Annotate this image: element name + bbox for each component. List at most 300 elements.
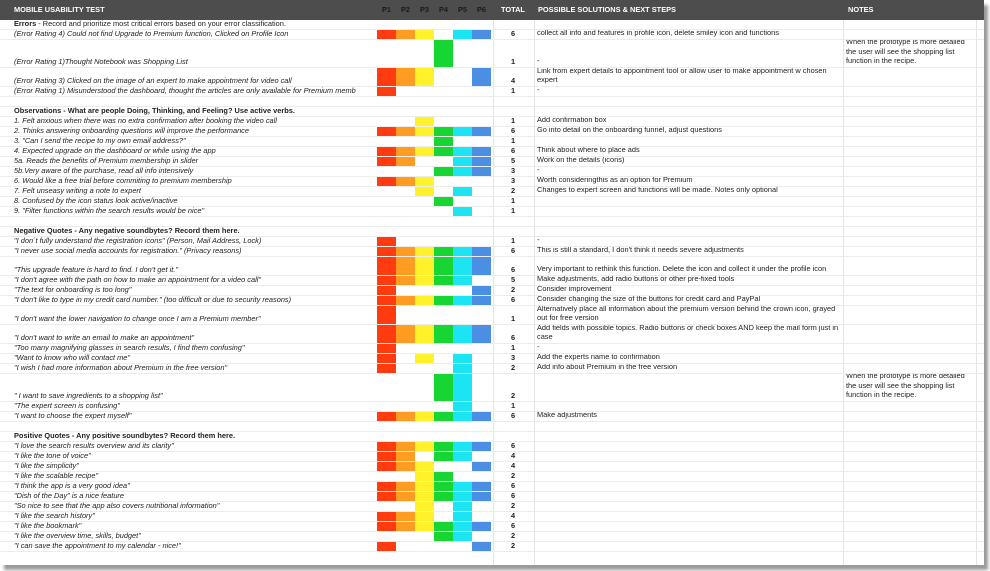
participant-mark-p4[interactable] — [434, 167, 453, 176]
item-cell[interactable] — [14, 97, 375, 106]
participant-mark-p5[interactable] — [453, 522, 472, 531]
item-cell[interactable] — [14, 512, 375, 521]
participant-mark-p1[interactable] — [377, 462, 396, 471]
notes-cell[interactable] — [845, 187, 975, 196]
notes-cell[interactable] — [845, 472, 975, 481]
item-cell[interactable] — [14, 442, 375, 451]
item-cell[interactable] — [14, 462, 375, 471]
participant-mark-p3[interactable] — [415, 442, 434, 451]
participant-mark-p6[interactable] — [472, 442, 491, 451]
solution-cell[interactable] — [536, 532, 842, 541]
solution-cell[interactable] — [536, 137, 842, 146]
notes-cell[interactable] — [845, 364, 975, 373]
total-cell[interactable] — [493, 344, 533, 353]
total-cell[interactable] — [493, 117, 533, 126]
item-cell[interactable] — [14, 532, 375, 541]
item-cell[interactable] — [14, 237, 375, 246]
solution-cell[interactable] — [536, 482, 842, 491]
participant-mark-p5[interactable] — [453, 127, 472, 136]
participant-mark-p4[interactable] — [434, 374, 453, 401]
item-cell[interactable] — [14, 257, 375, 275]
participant-mark-p1[interactable] — [377, 482, 396, 491]
notes-cell[interactable] — [845, 247, 975, 256]
item-cell[interactable] — [14, 187, 375, 196]
total-cell[interactable] — [493, 472, 533, 481]
participant-mark-p4[interactable] — [434, 296, 453, 305]
notes-cell[interactable] — [845, 306, 975, 324]
participant-mark-p5[interactable] — [453, 354, 472, 363]
notes-cell[interactable] — [845, 325, 975, 343]
participant-mark-p5[interactable] — [453, 402, 472, 411]
notes-cell[interactable] — [845, 177, 975, 186]
notes-cell[interactable] — [845, 30, 975, 39]
notes-cell[interactable] — [845, 127, 975, 136]
participant-mark-p5[interactable] — [453, 442, 472, 451]
total-cell[interactable] — [493, 374, 533, 401]
participant-mark-p3[interactable] — [415, 30, 434, 39]
item-cell[interactable] — [14, 432, 375, 441]
solution-cell[interactable] — [536, 354, 842, 363]
participant-mark-p2[interactable] — [396, 296, 415, 305]
solution-cell[interactable] — [536, 257, 842, 275]
participant-mark-p2[interactable] — [396, 247, 415, 256]
total-cell[interactable] — [493, 325, 533, 343]
notes-cell[interactable] — [845, 512, 975, 521]
total-cell[interactable] — [493, 412, 533, 421]
participant-mark-p6[interactable] — [472, 482, 491, 491]
participant-mark-p5[interactable] — [453, 187, 472, 196]
participant-mark-p2[interactable] — [396, 68, 415, 86]
item-cell[interactable] — [14, 344, 375, 353]
item-cell[interactable] — [14, 325, 375, 343]
notes-cell[interactable] — [845, 286, 975, 295]
solution-cell[interactable] — [536, 442, 842, 451]
item-cell[interactable] — [14, 137, 375, 146]
item-cell[interactable] — [14, 107, 375, 116]
solution-cell[interactable] — [536, 237, 842, 246]
participant-mark-p5[interactable] — [453, 167, 472, 176]
participant-mark-p3[interactable] — [415, 177, 434, 186]
participant-mark-p1[interactable] — [377, 354, 396, 363]
header-p5[interactable]: P5 — [457, 5, 468, 14]
participant-mark-p2[interactable] — [396, 412, 415, 421]
solution-cell[interactable] — [536, 492, 842, 501]
solution-cell[interactable] — [536, 502, 842, 511]
participant-mark-p6[interactable] — [472, 412, 491, 421]
participant-mark-p3[interactable] — [415, 512, 434, 521]
participant-mark-p6[interactable] — [472, 30, 491, 39]
participant-mark-p1[interactable] — [377, 247, 396, 256]
participant-mark-p4[interactable] — [434, 442, 453, 451]
solution-cell[interactable] — [536, 87, 842, 96]
header-notes[interactable]: NOTES — [848, 5, 874, 14]
notes-cell[interactable] — [845, 117, 975, 126]
participant-mark-p1[interactable] — [377, 87, 396, 96]
participant-mark-p6[interactable] — [472, 127, 491, 136]
participant-mark-p4[interactable] — [434, 40, 453, 67]
participant-mark-p1[interactable] — [377, 68, 396, 86]
solution-cell[interactable] — [536, 197, 842, 206]
participant-mark-p2[interactable] — [396, 492, 415, 501]
solution-cell[interactable] — [536, 68, 842, 86]
notes-cell[interactable] — [845, 344, 975, 353]
solution-cell[interactable] — [536, 30, 842, 39]
item-cell[interactable] — [14, 374, 375, 401]
participant-mark-p2[interactable] — [396, 482, 415, 491]
item-cell[interactable] — [14, 402, 375, 411]
total-cell[interactable] — [493, 502, 533, 511]
participant-mark-p3[interactable] — [415, 522, 434, 531]
participant-mark-p2[interactable] — [396, 442, 415, 451]
solution-cell[interactable] — [536, 147, 842, 156]
solution-cell[interactable] — [536, 286, 842, 295]
item-cell[interactable] — [14, 296, 375, 305]
header-test-title[interactable]: MOBILE USABILITY TEST — [14, 5, 105, 14]
participant-mark-p3[interactable] — [415, 325, 434, 343]
notes-cell[interactable] — [845, 402, 975, 411]
notes-cell[interactable] — [845, 412, 975, 421]
solution-cell[interactable] — [536, 207, 842, 216]
total-cell[interactable] — [493, 296, 533, 305]
solution-cell[interactable] — [536, 117, 842, 126]
participant-mark-p1[interactable] — [377, 412, 396, 421]
total-cell[interactable] — [493, 177, 533, 186]
participant-mark-p6[interactable] — [472, 247, 491, 256]
item-cell[interactable] — [14, 68, 375, 86]
total-cell[interactable] — [493, 492, 533, 501]
notes-cell[interactable] — [845, 542, 975, 551]
participant-mark-p1[interactable] — [377, 177, 396, 186]
solution-cell[interactable] — [536, 402, 842, 411]
total-cell[interactable] — [493, 512, 533, 521]
item-cell[interactable] — [14, 412, 375, 421]
participant-mark-p5[interactable] — [453, 257, 472, 275]
participant-mark-p5[interactable] — [453, 502, 472, 511]
notes-cell[interactable] — [845, 137, 975, 146]
participant-mark-p2[interactable] — [396, 127, 415, 136]
notes-cell[interactable] — [845, 532, 975, 541]
participant-mark-p2[interactable] — [396, 157, 415, 166]
participant-mark-p5[interactable] — [453, 374, 472, 401]
participant-mark-p2[interactable] — [396, 462, 415, 471]
notes-cell[interactable] — [845, 482, 975, 491]
participant-mark-p6[interactable] — [472, 286, 491, 295]
participant-mark-p6[interactable] — [472, 68, 491, 86]
notes-cell[interactable] — [845, 237, 975, 246]
notes-cell[interactable] — [845, 276, 975, 285]
item-cell[interactable] — [14, 482, 375, 491]
solution-cell[interactable] — [536, 412, 842, 421]
participant-mark-p3[interactable] — [415, 147, 434, 156]
participant-mark-p1[interactable] — [377, 296, 396, 305]
participant-mark-p4[interactable] — [434, 247, 453, 256]
header-p1[interactable]: P1 — [381, 5, 392, 14]
notes-cell[interactable] — [845, 296, 975, 305]
participant-mark-p3[interactable] — [415, 412, 434, 421]
participant-mark-p4[interactable] — [434, 257, 453, 275]
notes-cell[interactable] — [845, 502, 975, 511]
total-cell[interactable] — [493, 276, 533, 285]
item-cell[interactable] — [14, 364, 375, 373]
participant-mark-p5[interactable] — [453, 412, 472, 421]
participant-mark-p4[interactable] — [434, 532, 453, 541]
item-cell[interactable] — [14, 20, 375, 29]
notes-cell[interactable] — [845, 40, 975, 67]
participant-mark-p2[interactable] — [396, 325, 415, 343]
item-cell[interactable] — [14, 522, 375, 531]
participant-mark-p3[interactable] — [415, 117, 434, 126]
participant-mark-p5[interactable] — [453, 207, 472, 216]
item-cell[interactable] — [14, 247, 375, 256]
total-cell[interactable] — [493, 247, 533, 256]
participant-mark-p2[interactable] — [396, 452, 415, 461]
participant-mark-p5[interactable] — [453, 532, 472, 541]
item-cell[interactable] — [14, 87, 375, 96]
participant-mark-p6[interactable] — [472, 147, 491, 156]
total-cell[interactable] — [493, 157, 533, 166]
solution-cell[interactable] — [536, 452, 842, 461]
item-cell[interactable] — [14, 227, 375, 236]
participant-mark-p4[interactable] — [434, 137, 453, 146]
total-cell[interactable] — [493, 354, 533, 363]
item-cell[interactable] — [14, 276, 375, 285]
participant-mark-p5[interactable] — [453, 276, 472, 285]
solution-cell[interactable] — [536, 325, 842, 343]
total-cell[interactable] — [493, 40, 533, 67]
item-cell[interactable] — [14, 502, 375, 511]
participant-mark-p4[interactable] — [434, 197, 453, 206]
participant-mark-p5[interactable] — [453, 147, 472, 156]
solution-cell[interactable] — [536, 157, 842, 166]
notes-cell[interactable] — [845, 442, 975, 451]
participant-mark-p6[interactable] — [472, 542, 491, 551]
participant-mark-p5[interactable] — [453, 296, 472, 305]
participant-mark-p1[interactable] — [377, 325, 396, 343]
participant-mark-p4[interactable] — [434, 412, 453, 421]
participant-mark-p4[interactable] — [434, 325, 453, 343]
total-cell[interactable] — [493, 187, 533, 196]
participant-mark-p5[interactable] — [453, 492, 472, 501]
item-cell[interactable] — [14, 197, 375, 206]
notes-cell[interactable] — [845, 462, 975, 471]
notes-cell[interactable] — [845, 157, 975, 166]
total-cell[interactable] — [493, 532, 533, 541]
notes-cell[interactable] — [845, 374, 975, 401]
total-cell[interactable] — [493, 442, 533, 451]
solution-cell[interactable] — [536, 542, 842, 551]
total-cell[interactable] — [493, 364, 533, 373]
item-cell[interactable] — [14, 157, 375, 166]
solution-cell[interactable] — [536, 472, 842, 481]
participant-mark-p1[interactable] — [377, 286, 396, 295]
participant-mark-p6[interactable] — [472, 462, 491, 471]
item-cell[interactable] — [14, 472, 375, 481]
header-solutions[interactable]: POSSIBLE SOLUTIONS & NEXT STEPS — [538, 5, 676, 14]
participant-mark-p3[interactable] — [415, 492, 434, 501]
participant-mark-p3[interactable] — [415, 257, 434, 275]
total-cell[interactable] — [493, 452, 533, 461]
notes-cell[interactable] — [845, 354, 975, 363]
item-cell[interactable] — [14, 167, 375, 176]
solution-cell[interactable] — [536, 306, 842, 324]
participant-mark-p4[interactable] — [434, 127, 453, 136]
participant-mark-p1[interactable] — [377, 257, 396, 275]
item-cell[interactable] — [14, 492, 375, 501]
participant-mark-p5[interactable] — [453, 247, 472, 256]
solution-cell[interactable] — [536, 462, 842, 471]
participant-mark-p1[interactable] — [377, 306, 396, 324]
notes-cell[interactable] — [845, 492, 975, 501]
participant-mark-p3[interactable] — [415, 502, 434, 511]
item-cell[interactable] — [14, 306, 375, 324]
participant-mark-p1[interactable] — [377, 512, 396, 521]
participant-mark-p1[interactable] — [377, 492, 396, 501]
participant-mark-p1[interactable] — [377, 30, 396, 39]
total-cell[interactable] — [493, 137, 533, 146]
solution-cell[interactable] — [536, 177, 842, 186]
total-cell[interactable] — [493, 87, 533, 96]
participant-mark-p6[interactable] — [472, 296, 491, 305]
participant-mark-p2[interactable] — [396, 276, 415, 285]
participant-mark-p4[interactable] — [434, 452, 453, 461]
item-cell[interactable] — [14, 177, 375, 186]
notes-cell[interactable] — [845, 167, 975, 176]
notes-cell[interactable] — [845, 522, 975, 531]
participant-mark-p1[interactable] — [377, 364, 396, 373]
participant-mark-p3[interactable] — [415, 247, 434, 256]
total-cell[interactable] — [493, 127, 533, 136]
participant-mark-p6[interactable] — [472, 167, 491, 176]
notes-cell[interactable] — [845, 197, 975, 206]
participant-mark-p4[interactable] — [434, 492, 453, 501]
item-cell[interactable] — [14, 40, 375, 67]
participant-mark-p1[interactable] — [377, 452, 396, 461]
solution-cell[interactable] — [536, 167, 842, 176]
participant-mark-p4[interactable] — [434, 276, 453, 285]
participant-mark-p1[interactable] — [377, 147, 396, 156]
total-cell[interactable] — [493, 147, 533, 156]
total-cell[interactable] — [493, 482, 533, 491]
participant-mark-p3[interactable] — [415, 68, 434, 86]
participant-mark-p3[interactable] — [415, 187, 434, 196]
item-cell[interactable] — [14, 286, 375, 295]
total-cell[interactable] — [493, 167, 533, 176]
header-p4[interactable]: P4 — [438, 5, 449, 14]
solution-cell[interactable] — [536, 187, 842, 196]
solution-cell[interactable] — [536, 364, 842, 373]
item-cell[interactable] — [14, 452, 375, 461]
participant-mark-p3[interactable] — [415, 482, 434, 491]
header-total[interactable]: TOTAL — [501, 5, 525, 14]
participant-mark-p5[interactable] — [453, 30, 472, 39]
participant-mark-p5[interactable] — [453, 157, 472, 166]
item-cell[interactable] — [14, 30, 375, 39]
solution-cell[interactable] — [536, 296, 842, 305]
participant-mark-p2[interactable] — [396, 30, 415, 39]
item-cell[interactable] — [14, 422, 375, 431]
item-cell[interactable] — [14, 217, 375, 226]
participant-mark-p4[interactable] — [434, 482, 453, 491]
total-cell[interactable] — [493, 462, 533, 471]
participant-mark-p6[interactable] — [472, 157, 491, 166]
header-p3[interactable]: P3 — [419, 5, 430, 14]
solution-cell[interactable] — [536, 276, 842, 285]
solution-cell[interactable] — [536, 127, 842, 136]
participant-mark-p6[interactable] — [472, 492, 491, 501]
notes-cell[interactable] — [845, 257, 975, 275]
participant-mark-p5[interactable] — [453, 512, 472, 521]
header-p2[interactable]: P2 — [400, 5, 411, 14]
participant-mark-p5[interactable] — [453, 452, 472, 461]
participant-mark-p2[interactable] — [396, 257, 415, 275]
participant-mark-p2[interactable] — [396, 512, 415, 521]
participant-mark-p1[interactable] — [377, 542, 396, 551]
notes-cell[interactable] — [845, 147, 975, 156]
participant-mark-p1[interactable] — [377, 276, 396, 285]
participant-mark-p6[interactable] — [472, 257, 491, 275]
notes-cell[interactable] — [845, 452, 975, 461]
solution-cell[interactable] — [536, 40, 842, 67]
header-p6[interactable]: P6 — [476, 5, 487, 14]
participant-mark-p5[interactable] — [453, 482, 472, 491]
total-cell[interactable] — [493, 207, 533, 216]
participant-mark-p2[interactable] — [396, 522, 415, 531]
total-cell[interactable] — [493, 286, 533, 295]
participant-mark-p3[interactable] — [415, 462, 434, 471]
participant-mark-p2[interactable] — [396, 177, 415, 186]
participant-mark-p1[interactable] — [377, 522, 396, 531]
item-cell[interactable] — [14, 542, 375, 551]
item-cell[interactable] — [14, 147, 375, 156]
participant-mark-p1[interactable] — [377, 127, 396, 136]
total-cell[interactable] — [493, 68, 533, 86]
notes-cell[interactable] — [845, 87, 975, 96]
participant-mark-p4[interactable] — [434, 472, 453, 481]
participant-mark-p3[interactable] — [415, 276, 434, 285]
solution-cell[interactable] — [536, 247, 842, 256]
solution-cell[interactable] — [536, 344, 842, 353]
participant-mark-p1[interactable] — [377, 442, 396, 451]
participant-mark-p2[interactable] — [396, 147, 415, 156]
total-cell[interactable] — [493, 542, 533, 551]
item-cell[interactable] — [14, 117, 375, 126]
participant-mark-p4[interactable] — [434, 522, 453, 531]
notes-cell[interactable] — [845, 207, 975, 216]
solution-cell[interactable] — [536, 512, 842, 521]
total-cell[interactable] — [493, 30, 533, 39]
participant-mark-p1[interactable] — [377, 344, 396, 353]
item-cell[interactable] — [14, 207, 375, 216]
total-cell[interactable] — [493, 522, 533, 531]
total-cell[interactable] — [493, 257, 533, 275]
total-cell[interactable] — [493, 306, 533, 324]
participant-mark-p3[interactable] — [415, 296, 434, 305]
participant-mark-p5[interactable] — [453, 364, 472, 373]
total-cell[interactable] — [493, 237, 533, 246]
participant-mark-p6[interactable] — [472, 522, 491, 531]
total-cell[interactable] — [493, 197, 533, 206]
participant-mark-p6[interactable] — [472, 325, 491, 343]
participant-mark-p3[interactable] — [415, 127, 434, 136]
participant-mark-p3[interactable] — [415, 354, 434, 363]
participant-mark-p1[interactable] — [377, 237, 396, 246]
solution-cell[interactable] — [536, 374, 842, 401]
participant-mark-p4[interactable] — [434, 147, 453, 156]
item-cell[interactable] — [14, 127, 375, 136]
notes-cell[interactable] — [845, 68, 975, 86]
participant-mark-p1[interactable] — [377, 157, 396, 166]
item-cell[interactable] — [14, 354, 375, 363]
